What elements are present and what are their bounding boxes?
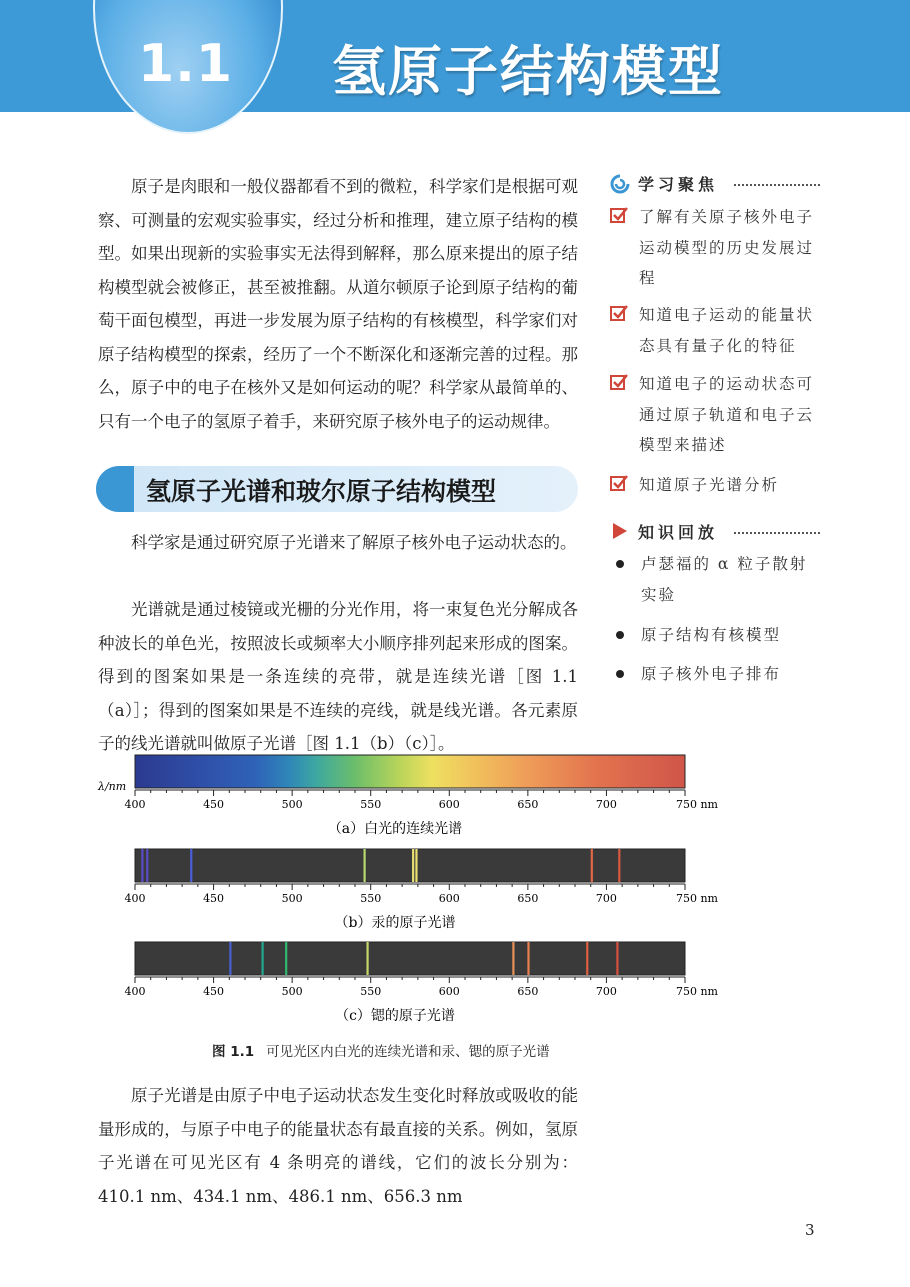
line-spectrum-band [135,849,685,882]
line-spectrum-band [135,942,685,975]
goal-text: 知道电子的运动状态可通过原子轨道和电子云模型来描述 [639,375,815,454]
triangle-play-icon [612,522,628,540]
goal-text: 了解有关原子核外电子运动模型的历史发展过程 [639,208,815,287]
tick-label: 600 [438,985,460,998]
checkbox-checked-icon [610,206,628,224]
chapter-header [0,0,910,112]
page-title: 氢原子结构模型 [332,40,724,103]
section-paragraph-1: 科学家是通过研究原子光谱来了解原子核外电子运动状态的。 [131,533,577,552]
section-number: 1.1 [138,34,234,94]
tick-label: 700 [595,892,617,905]
bullet-icon [616,631,624,639]
figure-caption [212,1040,550,1060]
continuous-spectrum-band [135,755,685,788]
bullet-icon [616,670,624,678]
tick-label: 500 [281,892,303,905]
review-text: 原子核外电子排布 [641,665,782,683]
figure-caption-text: 可见光区内白光的连续光谱和汞、锶的原子光谱 [266,1044,550,1060]
section-paragraph-2: 光谱就是通过棱镜或光栅的分光作用，将一束复色光分解成各种波长的单色光，按照波长或频率大小顺序排列起来形成的图案。得到的图案如果是一条连续的亮带，就是连续光谱［图 1.1（a）］；得到的图案如果是不连续的亮线，就是线光谱。各元素原子的线光谱就叫做原子光谱［图 1.1（b）（c）］。 [98,600,578,753]
tick-label: 450 [203,798,225,811]
focus-dotted-rule [734,184,820,186]
tick-label: 400 [124,798,146,811]
tick-label: 750 nm [675,985,719,998]
section-heading-label: 氢原子光谱和玻尔原子结构模型 [146,477,497,506]
tick-label: 700 [595,798,617,811]
tick-label: 650 [517,892,539,905]
section-heading-pill [96,466,134,512]
subcaption-b: （b）汞的原子光谱 [334,915,456,931]
tick-label: 750 nm [675,892,719,905]
goal-text: 知道电子运动的能量状态具有量子化的特征 [639,306,815,355]
tick-label: 600 [438,892,460,905]
checkbox-checked-icon [610,373,628,391]
focus-heading [610,172,820,196]
tick-label: 450 [203,985,225,998]
axis-unit-label: λ/nm [98,780,127,793]
review-text: 原子结构有核模型 [641,626,782,644]
section-paragraph-3: 原子光谱是由原子中电子运动状态发生变化时释放或吸收的能量形成的，与原子中电子的能量状态有最直接的关系。例如，氢原子光谱在可见光区有 4 条明亮的谱线，它们的波长分别为：410.1 nm、434.1 nm、486.1 nm、656.3 nm [98,1086,578,1206]
tick-label: 650 [517,798,539,811]
page-number: 3 [805,1221,815,1239]
bullet-icon [616,560,624,568]
tick-label: 600 [438,798,460,811]
tick-label: 650 [517,985,539,998]
tick-label: 500 [281,985,303,998]
tick-label: 550 [360,985,382,998]
subcaption-a: （a）白光的连续光谱 [327,821,463,837]
tick-label: 400 [124,985,146,998]
checkbox-checked-icon [610,474,628,492]
review-dotted-rule [734,532,820,534]
review-title: 知识回放 [638,523,719,542]
focus-title: 学习聚焦 [638,175,719,194]
swirl-icon [610,174,630,194]
tick-label: 550 [360,798,382,811]
tick-label: 450 [203,892,225,905]
review-heading [610,520,820,544]
tick-label: 700 [595,985,617,998]
tick-label: 750 nm [675,798,719,811]
tick-label: 400 [124,892,146,905]
review-text: 卢瑟福的 α 粒子散射实验 [641,555,808,604]
tick-label: 500 [281,798,303,811]
figure-caption-number: 图 1.1 [212,1044,255,1060]
tick-label: 550 [360,892,382,905]
goal-text: 知道原子光谱分析 [639,476,780,494]
section-heading [96,466,578,512]
subcaption-c: （c）锶的原子光谱 [335,1008,455,1024]
checkbox-checked-icon [610,304,628,322]
spectrum-figure [90,752,730,1034]
intro-paragraph: 原子是肉眼和一般仪器都看不到的微粒，科学家们是根据可观察、可测量的宏观实验事实，经过分析和推理，建立原子结构的模型。如果出现新的实验事实无法得到解释，那么原来提出的原子结构模型就会被修正，甚至被推翻。从道尔顿原子论到原子结构的葡萄干面包模型，再进一步发展为原子结构的有核模型，科学家们对原子结构模型的探索，经历了一个不断深化和逐渐完善的过程。那么，原子中的电子在核外又是如何运动的呢？科学家从最简单的、只有一个电子的氢原子着手，来研究原子核外电子的运动规律。 [98,177,578,431]
